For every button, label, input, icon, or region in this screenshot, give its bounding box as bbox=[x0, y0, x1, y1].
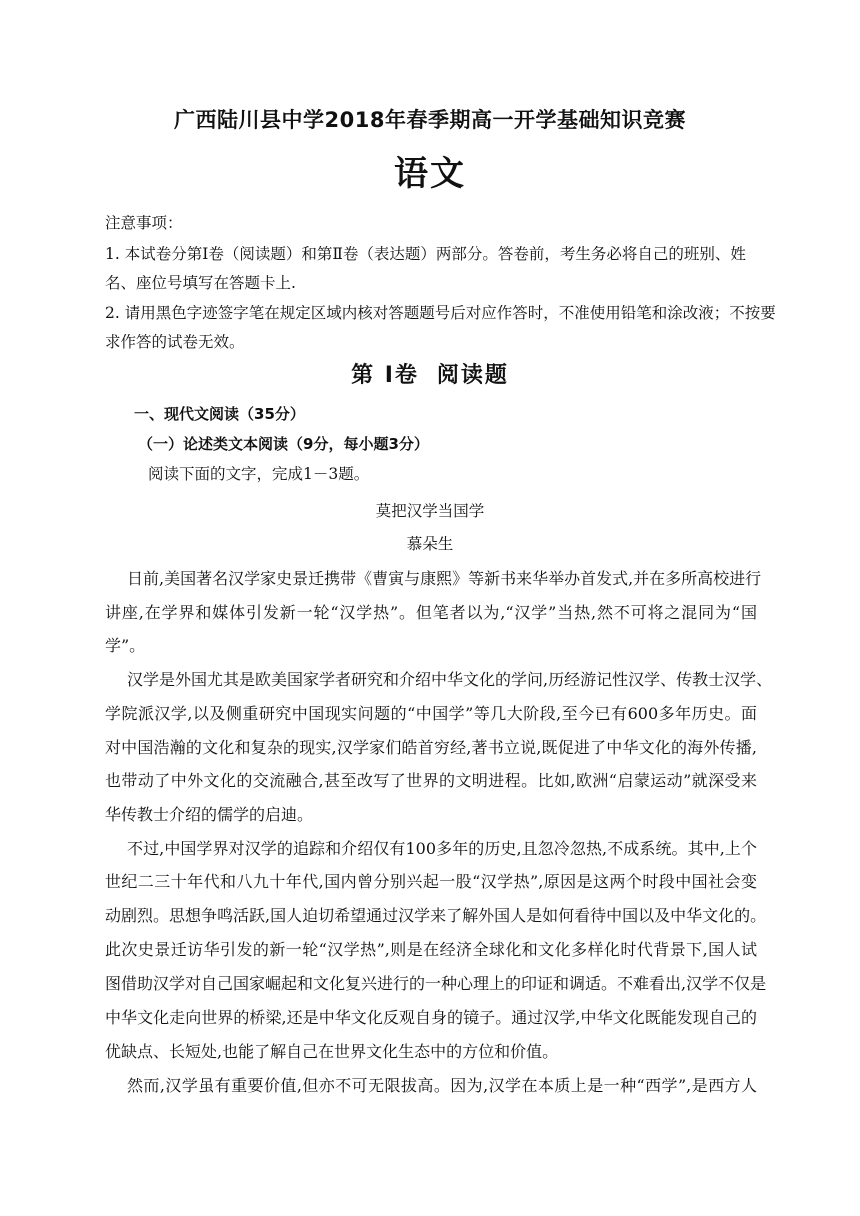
notice-line: 2. 请用黑色字迹签字笔在规定区域内核对答题题号后对应作答时，不准使用铅笔和涂改液；不按要 bbox=[105, 304, 776, 322]
notice-line: 1. 本试卷分第Ⅰ卷（阅读题）和第Ⅱ卷（表达题）两部分。答卷前，考生务必将自己的班别、姓 bbox=[105, 245, 746, 263]
subpart-heading: （一）论述类文本阅读（9分，每小题3分） bbox=[138, 435, 429, 453]
exam-title: 广西陆川县中学2018年春季期高一开学基础知识竞赛 bbox=[174, 108, 686, 132]
subject-title: 语文 bbox=[394, 154, 466, 194]
article-line: 也带动了中外文化的交流融合,甚至改写了世界的文明进程。比如,欧洲“启蒙运动”就深受来 bbox=[105, 771, 757, 790]
reading-instruction: 阅读下面的文字，完成1－3题。 bbox=[148, 465, 370, 483]
article-title: 莫把汉学当国学 bbox=[375, 502, 485, 520]
article-line: 汉学是外国尤其是欧美国家学者研究和介绍中华文化的学问,历经游记性汉学、传教士汉学、 bbox=[127, 670, 773, 689]
article-line: 然而,汉学虽有重要价值,但亦不可无限拔高。因为,汉学在本质上是一种“西学”,是西方人 bbox=[127, 1076, 757, 1095]
article-line: 图借助汉学对自己国家崛起和文化复兴进行的一种心理上的印证和调适。不难看出,汉学不仅是 bbox=[105, 974, 767, 993]
article-line: 华传教士介绍的儒学的启迪。 bbox=[105, 805, 314, 824]
article-line: 学”。 bbox=[105, 636, 146, 655]
article-line: 优缺点、长短处,也能了解自己在世界文化生态中的方位和价值。 bbox=[105, 1042, 559, 1061]
article-line: 动剧烈。思想争鸣活跃,国人迫切希望通过汉学来了解外国人是如何看待中国以及中华文化的。 bbox=[105, 906, 767, 925]
article-line: 讲座,在学界和媒体引发新一轮“汉学热”。但笔者以为,“汉学”当热,然不可将之混同为“国 bbox=[105, 603, 757, 622]
article-line: 学院派汉学,以及侧重研究中国现实问题的“中国学”等几大阶段,至今已有600多年历史。面 bbox=[105, 704, 757, 723]
article-line: 中华文化走向世界的桥梁,还是中华文化反观自身的镜子。通过汉学,中华文化既能发现自己的 bbox=[105, 1008, 757, 1027]
article-line: 不过,中国学界对汉学的追踪和介绍仅有100多年的历史,且忽冷忽热,不成系统。其中,上个 bbox=[127, 839, 757, 858]
article-line: 世纪二三十年代和八九十年代,国内曾分别兴起一股“汉学热”,原因是这两个时段中国社会变 bbox=[105, 872, 757, 891]
article-line: 此次史景迁访华引发的新一轮“汉学热”,则是在经济全球化和文化多样化时代背景下,国人试 bbox=[105, 940, 757, 959]
article-author: 慕朵生 bbox=[406, 535, 454, 553]
volume-title bbox=[0, 358, 860, 389]
article-line: 日前,美国著名汉学家史景迁携带《曹寅与康熙》等新书来华举办首发式,并在多所高校进行 bbox=[127, 569, 762, 588]
notice-line: 求作答的试卷无效。 bbox=[105, 333, 245, 351]
volume-number: 第 Ⅰ卷 bbox=[351, 363, 419, 388]
notice-heading: 注意事项： bbox=[105, 214, 183, 232]
notice-line: 名、座位号填写在答题卡上. bbox=[105, 274, 296, 292]
part-heading: 一、现代文阅读（35分） bbox=[134, 405, 305, 423]
article-line: 对中国浩瀚的文化和复杂的现实,汉学家们皓首穷经,著书立说,既促进了中华文化的海外传播, bbox=[105, 738, 757, 757]
volume-name: 阅读题 bbox=[436, 363, 509, 388]
